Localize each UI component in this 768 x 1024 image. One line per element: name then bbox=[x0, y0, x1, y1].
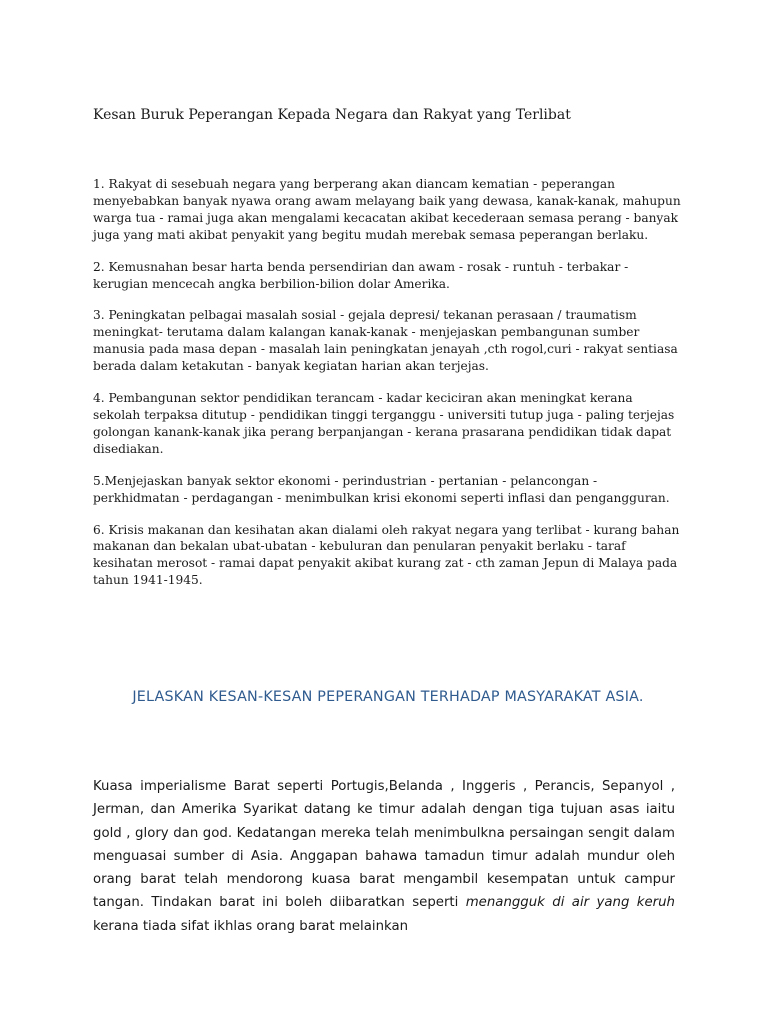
paragraph-intro: Kuasa imperialisme Barat seperti Portugis,Belanda , Inggeris , Perancis, Sepanyol , Jerman, dan Amerika Syarikat datang ke timur adalah dengan tiga tujuan asas iaitu gold , glory dan god. Kedatangan mereka telah menimbulkna persaingan sengit dalam menguasai sumber di Asia. Anggapan bahawa tamadun timur adalah mundur oleh orang barat telah mendorong kuasa barat mengambil kesempatan untuk campur tangan. Tindakan barat ini boleh diibaratkan seperti bbox=[93, 779, 675, 911]
numbered-list bbox=[93, 176, 683, 604]
list-item: 4. Pembangunan sektor pendidikan terancam - kadar keciciran akan meningkat kerana sekolah terpaksa ditutup - pendidikan tinggi terganggu - universiti tutup juga - paling terjejas golongan kanank-kanak jika perang berpanjangan - kerana prasarana pendidikan tidak dapat disediakan. bbox=[93, 391, 675, 456]
list-item: 1. Rakyat di sesebuah negara yang berperang akan diancam kematian - peperangan menyebabkan banyak nyawa orang awam melayang baik yang dewasa, kanak-kanak, mahupun warga tua - ramai juga akan mengalami kecacatan akibat kecederaan semasa perang - banyak juga yang mati akibat penyakit yang begitu mudah merebak semasa peperangan berlaku. bbox=[93, 177, 681, 242]
list-item: 5.Menjejaskan banyak sektor ekonomi - perindustrian - pertanian - pelancongan - perkhidmatan - perdagangan - menimbulkan krisi ekonomi seperti inflasi dan pengangguran. bbox=[93, 473, 670, 505]
paragraph-idiom: menangguk di air yang keruh bbox=[465, 895, 675, 911]
list-item: 2. Kemusnahan besar harta benda persendirian dan awam - rosak - runtuh - terbakar - kerugian mencecah angka berbilion-bilion dolar Amerika. bbox=[93, 259, 629, 291]
paragraph-tail: kerana tiada sifat ikhlas orang barat melainkan bbox=[93, 918, 409, 934]
list-item: 6. Krisis makanan dan kesihatan akan dialami oleh rakyat negara yang terlibat - kurang bahan makanan dan bekalan ubat-ubatan - kebuluran dan penularan penyakit berlaku - taraf kesihatan merosot - ramai dapat penyakit akibat kurang zat - cth zaman Jepun di Malaya pada tahun 1941-1945. bbox=[93, 522, 680, 588]
section-heading: JELASKAN KESAN-KESAN PEPERANGAN TERHADAP MASYARAKAT ASIA. bbox=[132, 689, 644, 705]
document-title: Kesan Buruk Peperangan Kepada Negara dan Rakyat yang Terlibat bbox=[93, 107, 571, 123]
body-paragraph bbox=[93, 775, 675, 938]
list-item: 3. Peningkatan pelbagai masalah sosial - gejala depresi/ tekanan perasaan / traumatism meningkat- terutama dalam kalangan kanak-kanak - menjejaskan pembangunan sumber manusia pada masa depan - masalah lain peningkatan jenayah ,cth rogol,curi - rakyat sentiasa berada dalam ketakutan - banyak kegiatan harian akan terjejas. bbox=[93, 308, 678, 374]
